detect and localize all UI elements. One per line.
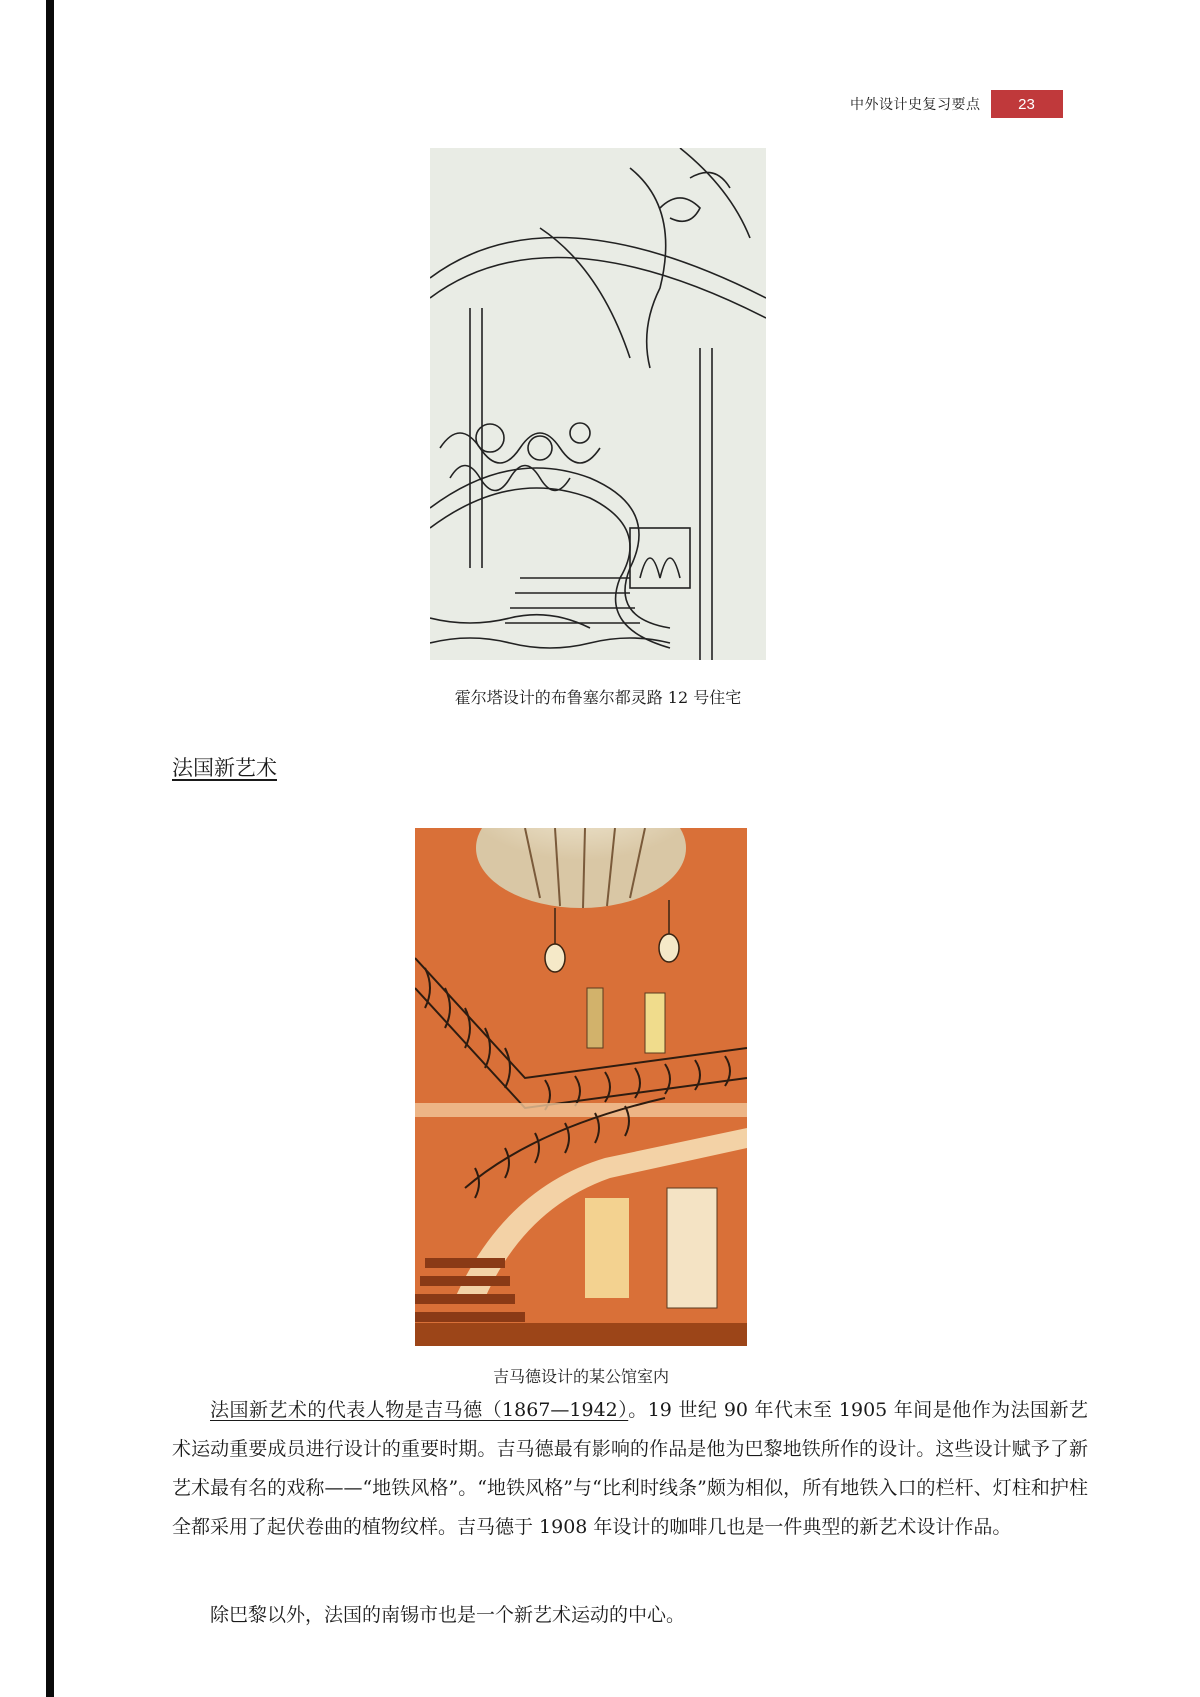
figure-guimard-interior-photo (415, 828, 747, 1346)
paragraph-1-text: 。19 世纪 90 年代末至 1905 年间是他作为法国新艺术运动重要成员进行设计的重要时期。吉马德最有影响的作品是他为巴黎地铁所作的设计。这些设计赋予了新艺术最有名的戏称——“地铁风格”。“地铁风格”与“比利时线条”颇为相似，所有地铁入口的栏杆、灯柱和护柱全都采用了起伏卷曲的植物纹样。吉马德于 1908 年设计的咖啡几也是一件典型的新艺术设计作品。 (172, 1399, 1089, 1538)
page-number-badge: 23 (991, 90, 1063, 118)
figure2-caption: 吉马德设计的某公馆室内 (492, 1367, 669, 1386)
body-paragraph-2: 除巴黎以外，法国的南锡市也是一个新艺术运动的中心。 (210, 1604, 686, 1626)
running-header-title: 中外设计史复习要点 (850, 97, 981, 113)
page-header (850, 90, 1063, 118)
binding-edge-bar (46, 0, 54, 1697)
staircase-line-drawing (430, 148, 766, 660)
body-paragraph-1 (172, 1391, 1088, 1547)
interior-photo-illustration (415, 828, 747, 1346)
figure1-caption: 霍尔塔设计的布鲁塞尔都灵路 12 号住宅 (454, 688, 742, 707)
section-heading: 法国新艺术 (172, 756, 277, 780)
figure-horta-staircase-drawing (430, 148, 766, 660)
underlined-lead-sentence: 法国新艺术的代表人物是吉马德（1867—1942） (210, 1399, 629, 1421)
